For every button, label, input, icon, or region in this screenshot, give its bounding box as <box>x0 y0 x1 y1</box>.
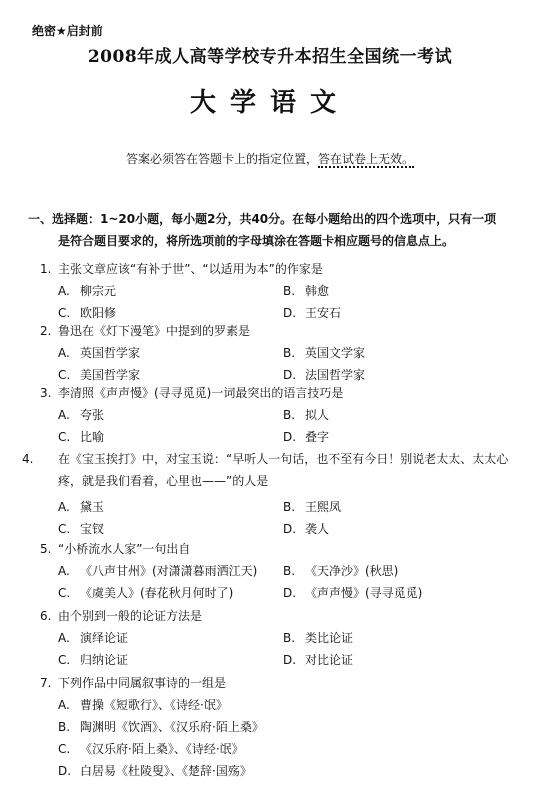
question-stem: 鲁迅在《灯下漫笔》中提到的罗素是 <box>58 324 251 338</box>
question-3 <box>40 382 510 448</box>
option-d[interactable]: D. 《声声慢》(寻寻觅觅) <box>283 586 423 600</box>
question-stem: 主张文章应该“有补于世”、“以适用为本”的作家是 <box>58 262 323 276</box>
question-4 <box>22 448 510 540</box>
notice-text: 答案必须答在答题卡上的指定位置， <box>125 152 318 166</box>
option-d[interactable]: D. 对比论证 <box>283 653 354 667</box>
notice-emphasis: 答在试卷上无效。 <box>318 152 415 166</box>
question-number: 1. <box>40 262 52 276</box>
option-a[interactable]: A. 曹操《短歌行》、《诗经·氓》 <box>58 698 228 712</box>
option-c[interactable]: C. 《虞美人》(春花秋月何时了) <box>58 586 234 600</box>
option-a[interactable]: A. 《八声甘州》(对潇潇暮雨洒江天) <box>58 564 258 578</box>
option-a[interactable]: A. 黛玉 <box>58 500 105 514</box>
exam-title: 2008年成人高等学校专升本招生全国统一考试 <box>87 47 453 67</box>
question-number: 5. <box>40 542 52 556</box>
option-b[interactable]: B. 韩愈 <box>283 284 330 298</box>
option-a[interactable]: A. 英国哲学家 <box>58 346 141 360</box>
option-a[interactable]: A. 夸张 <box>58 408 105 422</box>
question-number: 2. <box>40 324 52 338</box>
option-a[interactable]: A. 柳宗元 <box>58 284 117 298</box>
option-c[interactable]: C. 《汉乐府·陌上桑》、《诗经·氓》 <box>58 742 244 756</box>
secret-label: 绝密★启封前 <box>32 24 103 38</box>
option-c[interactable]: C. 宝钗 <box>58 522 105 536</box>
option-c[interactable]: C. 欧阳修 <box>58 306 117 320</box>
question-stem: 由个别到一般的论证方法是 <box>58 609 203 623</box>
question-stem: 在《宝玉挨打》中，对宝玉说：“早听人一句话，也不至有今日！别说老太太、太太心疼，就是我们看着，心里也——”的人是 <box>58 452 509 488</box>
question-1 <box>40 258 510 324</box>
option-b[interactable]: B. 类比论证 <box>283 631 354 645</box>
question-stem: 李清照《声声慢》(寻寻觅觅)一词最突出的语言技巧是 <box>58 386 344 400</box>
subject-title: 大学语文 <box>189 88 350 118</box>
question-stem: “小桥流水人家”一句出自 <box>58 542 191 556</box>
section-instructions <box>28 208 518 252</box>
option-b[interactable]: B. 陶渊明《饮酒》、《汉乐府·陌上桑》 <box>58 720 264 734</box>
option-d[interactable]: D. 白居易《杜陵叟》、《楚辞·国殇》 <box>58 764 252 778</box>
option-d[interactable]: D. 叠字 <box>283 430 330 444</box>
question-number: 7. <box>40 676 52 690</box>
option-b[interactable]: B. 拟人 <box>283 408 330 422</box>
section-line-2: 是符合题目要求的，将所选项前的字母填涂在答题卡相应题号的信息点上。 <box>58 234 455 248</box>
option-d[interactable]: D. 法国哲学家 <box>283 368 366 382</box>
question-5 <box>40 538 510 604</box>
question-7 <box>40 672 510 782</box>
answer-notice <box>0 150 540 167</box>
question-6 <box>40 605 510 671</box>
question-number: 6. <box>40 609 52 623</box>
option-c[interactable]: C. 归纳论证 <box>58 653 129 667</box>
question-stem: 下列作品中同属叙事诗的一组是 <box>58 676 227 690</box>
option-b[interactable]: B. 王熙凤 <box>283 500 342 514</box>
option-d[interactable]: D. 袭人 <box>283 522 330 536</box>
section-line-1: 一、选择题：1~20小题，每小题2分，共40分。在每小题给出的四个选项中，只有一项 <box>28 212 497 226</box>
option-a[interactable]: A. 演绎论证 <box>58 631 129 645</box>
option-c[interactable]: C. 美国哲学家 <box>58 368 141 382</box>
question-number: 3. <box>40 386 52 400</box>
option-d[interactable]: D. 王安石 <box>283 306 342 320</box>
option-b[interactable]: B. 英国文学家 <box>283 346 366 360</box>
option-c[interactable]: C. 比喻 <box>58 430 105 444</box>
question-number: 4. <box>22 452 34 466</box>
question-2 <box>40 320 510 386</box>
option-b[interactable]: B. 《天净沙》(秋思) <box>283 564 399 578</box>
